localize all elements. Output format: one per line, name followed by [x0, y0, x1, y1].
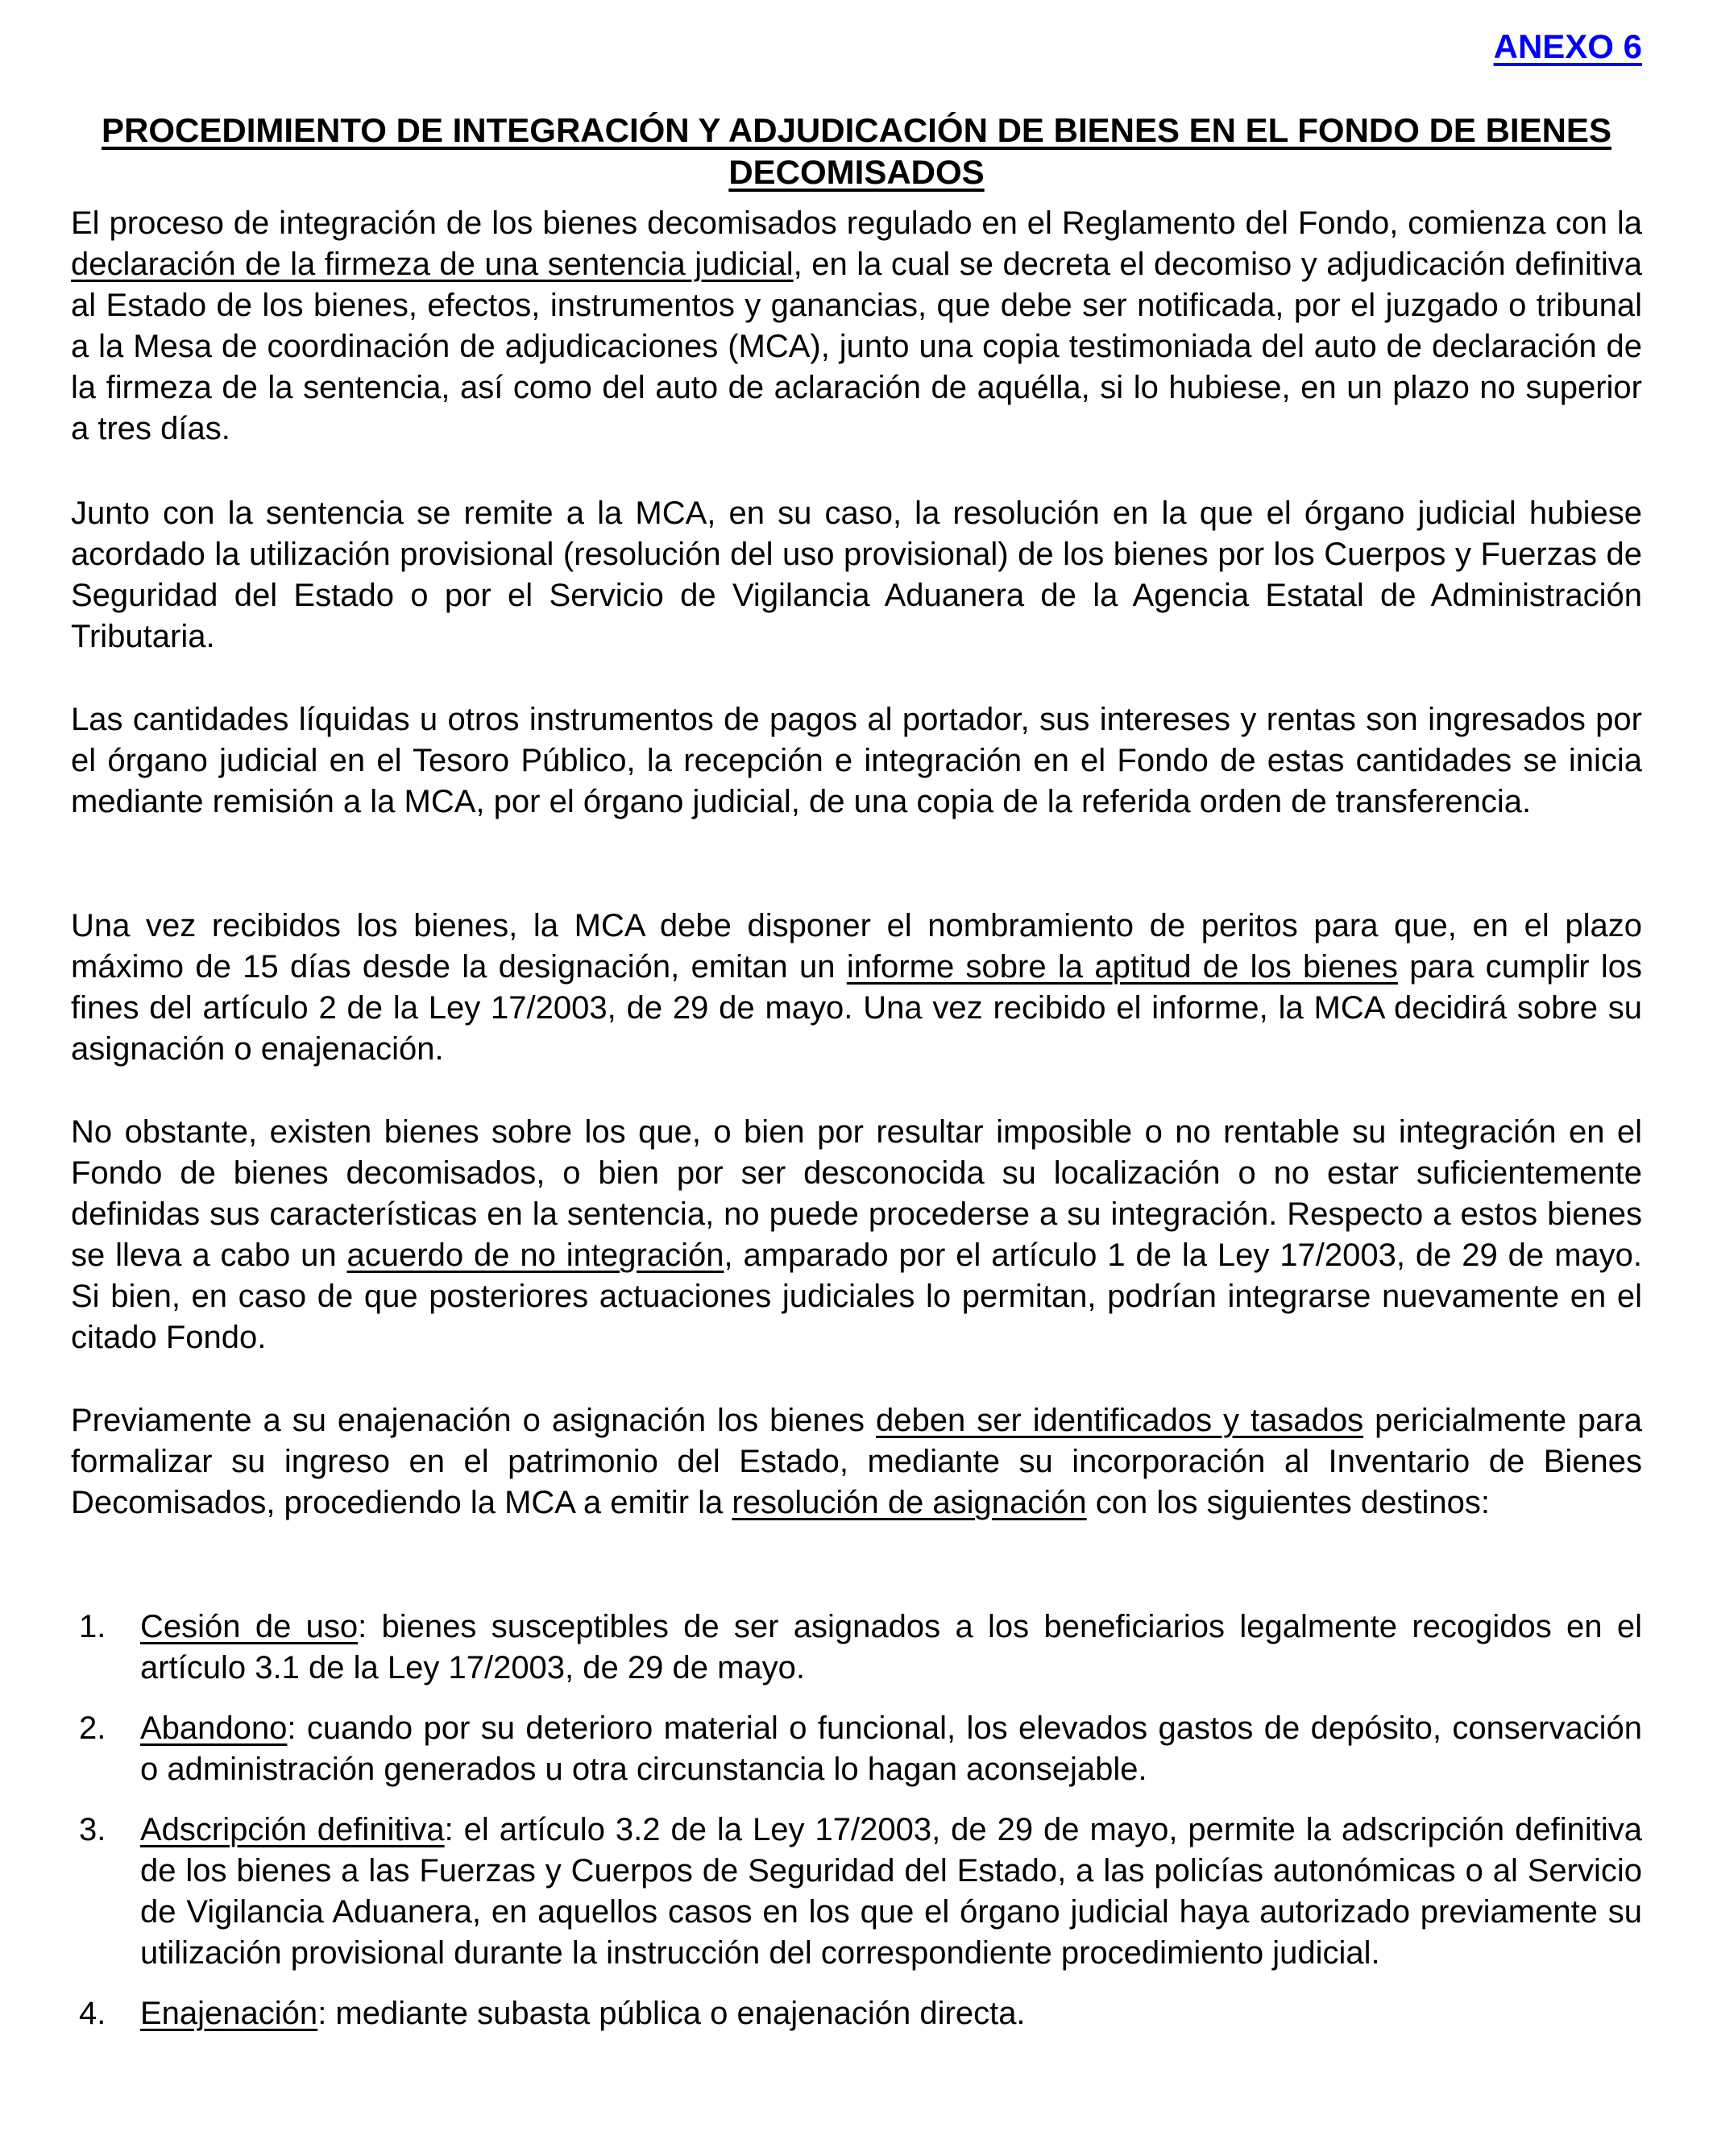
- text: : mediante subasta pública o enajenación directa.: [317, 1996, 1026, 2031]
- list-number: 2.: [79, 1710, 106, 1746]
- underlined-term: deben ser identificados y tasados: [876, 1403, 1364, 1438]
- paragraph-liquid-amounts: Las cantidades líquidas u otros instrumentos de pagos al portador, sus intereses y rentas son ingresados por el órgano judicial en el Tesoro Público, la recepción e integración en el Fondo de estas cantidades se inicia mediante remisión a la MCA, por el órgano judicial, de una copia de la referida orden de transferencia.: [71, 702, 1642, 819]
- list-item: [71, 1607, 1642, 1689]
- list-item: [71, 1708, 1642, 1790]
- text: El proceso de integración de los bienes decomisados regulado en el Reglamento del Fondo, comienza con la: [71, 205, 1642, 241]
- text: , amparado por el artículo 1 de la Ley 17/2003, de 29 de mayo. Si bien, en caso de que posteriores actuaciones judiciales lo permitan, podrían integrarse nuevamente en el citado Fondo.: [71, 1238, 1643, 1355]
- text: : bienes susceptibles de ser asignados a los beneficiarios legalmente recogidos en el artículo 3.1 de la Ley 17/2003, de 29 de mayo.: [140, 1609, 1642, 1685]
- text: No obstante, existen bienes sobre los que, o bien por resultar imposible o no rentable su integración en el Fondo de bienes decomisados, o bien por ser desconocida su localización o no estar suficientemente definidas sus características en la sentencia, no puede procederse a su integración. Respecto a estos bienes se lleva a cabo un: [71, 1114, 1642, 1273]
- paragraph-assignment: [71, 1400, 1642, 1524]
- list-item: [71, 1810, 1642, 1974]
- list-number: 4.: [79, 1996, 106, 2031]
- text: para cumplir los fines del artículo 2 de la Ley 17/2003, de 29 de mayo. Una vez recibido el informe, la MCA decidirá sobre su asignación o enajenación.: [71, 949, 1643, 1067]
- underlined-term: Cesión de uso: [140, 1609, 359, 1644]
- paragraph-provisional-use: Junto con la sentencia se remite a la MCA, en su caso, la resolución en la que el órgano judicial hubiese acordado la utilización provisional (resolución del uso provisional) de los bienes por los Cuerpos y Fuerzas de Seguridad del Estado o por el Servicio de Vigilancia Aduanera de la Agencia Estatal de Administración Tributaria.: [71, 495, 1642, 654]
- list-number: 1.: [79, 1609, 106, 1644]
- list-number: 3.: [79, 1812, 106, 1847]
- paragraph-non-integration: [71, 1112, 1642, 1358]
- paragraph-integration-process: [71, 203, 1642, 450]
- text: : cuando por su deterioro material o funcional, los elevados gastos de depósito, conservación o administración generados u otra circunstancia lo hagan aconsejable.: [140, 1710, 1642, 1787]
- text: pericialmente para formalizar su ingreso en el patrimonio del Estado, mediante su incorporación al Inventario de Bienes Decomisados, procediendo la MCA a emitir la: [71, 1403, 1642, 1520]
- text: con los siguientes destinos:: [1086, 1485, 1490, 1520]
- underlined-term: declaración de la firmeza de una sentencia judicial: [71, 247, 794, 282]
- underlined-term: Abandono: [140, 1710, 288, 1746]
- underlined-term: acuerdo de no integración: [346, 1238, 724, 1273]
- text: : el artículo 3.2 de la Ley 17/2003, de 29 de mayo, permite la adscripción definitiva de los bienes a las Fuerzas y Cuerpos de Seguridad del Estado, a las policías autonómicas o al Servicio de Vigilancia Aduanera, en aquellos casos en los que el órgano judicial haya autorizado previamente su utilización provisional durante la instrucción del correspondiente procedimiento judicial.: [140, 1812, 1642, 1971]
- destinations-list: [71, 1607, 1642, 2054]
- text: Previamente a su enajenación o asignación los bienes: [71, 1403, 876, 1438]
- document-title: PROCEDIMIENTO DE INTEGRACIÓN Y ADJUDICACIÓN DE BIENES EN EL FONDO DE BIENES DECOMISADOS: [102, 111, 1611, 191]
- annex-label: ANEXO 6: [1493, 27, 1642, 65]
- list-item: [71, 1993, 1642, 2034]
- underlined-term: Adscripción definitiva: [140, 1812, 445, 1847]
- underlined-term: Enajenación: [140, 1996, 318, 2031]
- underlined-term: resolución de asignación: [732, 1485, 1087, 1520]
- text: , en la cual se decreta el decomiso y adjudicación definitiva al Estado de los bienes, efectos, instrumentos y ganancias, que debe ser notificada, por el juzgado o tribunal a la Mesa de coordinación de adjudicaciones (MCA), junto una copia testimoniada del auto de declaración de la firmeza de la sentencia, así como del auto de aclaración de aquélla, si lo hubiese, en un plazo no superior a tres días.: [71, 247, 1642, 446]
- text: Una vez recibidos los bienes, la MCA debe disponer el nombramiento de peritos para que, en el plazo máximo de 15 días desde la designación, emitan un: [71, 908, 1642, 985]
- underlined-term: informe sobre la aptitud de los bienes: [846, 949, 1398, 985]
- paragraph-experts-report: [71, 906, 1642, 1070]
